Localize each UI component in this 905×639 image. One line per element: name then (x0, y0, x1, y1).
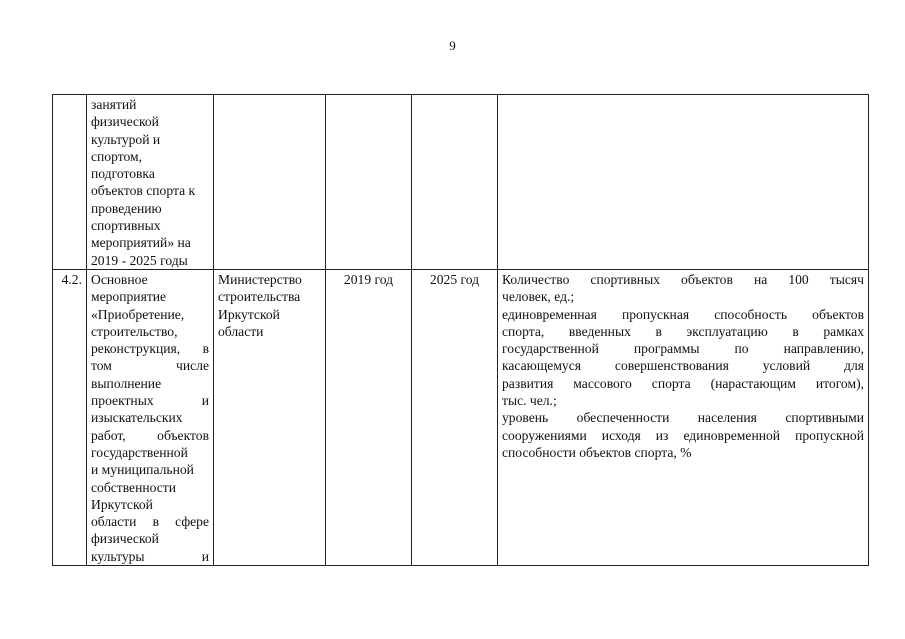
table-row-4-2 (53, 270, 869, 566)
name-line: «Приобретение, (91, 306, 185, 322)
end-year-cell: 2025 год (412, 270, 498, 566)
row-number-cell: 4.2. (53, 270, 87, 566)
start-year-cell (326, 95, 412, 270)
row-number-cell (53, 95, 87, 270)
indicator-line: способности объектов спорта, % (502, 444, 692, 460)
executor-line: Министерство (218, 272, 302, 287)
executor-line: Иркутской (218, 306, 280, 322)
indicator-line: касающемуся совершенствования условий для (502, 358, 864, 374)
executor-cell (214, 95, 326, 270)
indicator-line: человек, ед.; (502, 289, 575, 305)
name-line: Иркутской (91, 496, 153, 512)
name-line: спортом, (91, 148, 143, 164)
indicator-line: единовременная пропускная способность объектов (502, 306, 864, 322)
page-number: 9 (449, 38, 456, 53)
name-line: проведению (91, 200, 162, 216)
executor-cell (214, 270, 326, 566)
name-line: области в сфере (91, 514, 209, 530)
start-year-cell: 2019 год (326, 270, 412, 566)
name-line: объектов спорта к (91, 183, 196, 199)
indicator-line: развития массового спорта (нарастающим итогом), (502, 375, 864, 391)
name-line: и муниципальной (91, 462, 194, 478)
name-line: проектных и (91, 393, 209, 409)
name-line: культуры и (91, 548, 209, 564)
name-line: физической (91, 531, 159, 547)
executor-line: строительства (218, 289, 301, 305)
name-line: выполнение (91, 375, 162, 391)
name-line: реконструкция, в (91, 341, 209, 357)
name-line: спортивных (91, 218, 161, 234)
table-row-continuation (53, 95, 869, 270)
program-table (52, 94, 869, 566)
indicator-line: сооружениями исходя из единовременной пропускной (502, 427, 864, 443)
indicator-line: государственной программы по направлению, (502, 341, 864, 357)
indicators-cell (498, 95, 869, 270)
name-line: занятий (91, 97, 137, 112)
name-line: собственности (91, 479, 177, 495)
name-line: 2019 - 2025 годы (91, 252, 188, 268)
indicator-line: спорта, введенных в эксплуатацию в рамках (502, 323, 864, 339)
name-line: строительство, (91, 323, 178, 339)
executor-line: области (218, 323, 264, 339)
name-line: культурой и (91, 131, 161, 147)
name-line: государственной (91, 444, 188, 460)
name-line: мероприятий» на (91, 235, 191, 251)
indicator-line: уровень обеспеченности населения спортивными (502, 410, 864, 426)
end-year-cell (412, 95, 498, 270)
name-line: том числе (91, 358, 209, 374)
name-line: подготовка (91, 166, 155, 182)
name-line: работ, объектов (91, 427, 209, 443)
indicators-cell (498, 270, 869, 566)
name-line: Основное (91, 272, 148, 287)
indicator-line: тыс. чел.; (502, 393, 557, 409)
name-line: мероприятие (91, 289, 167, 305)
name-line: изыскательских (91, 410, 183, 426)
indicator-line: Количество спортивных объектов на 100 тысяч (502, 272, 864, 287)
activity-name-cell (87, 270, 214, 566)
activity-name-cell (87, 95, 214, 270)
name-line: физической (91, 114, 159, 130)
